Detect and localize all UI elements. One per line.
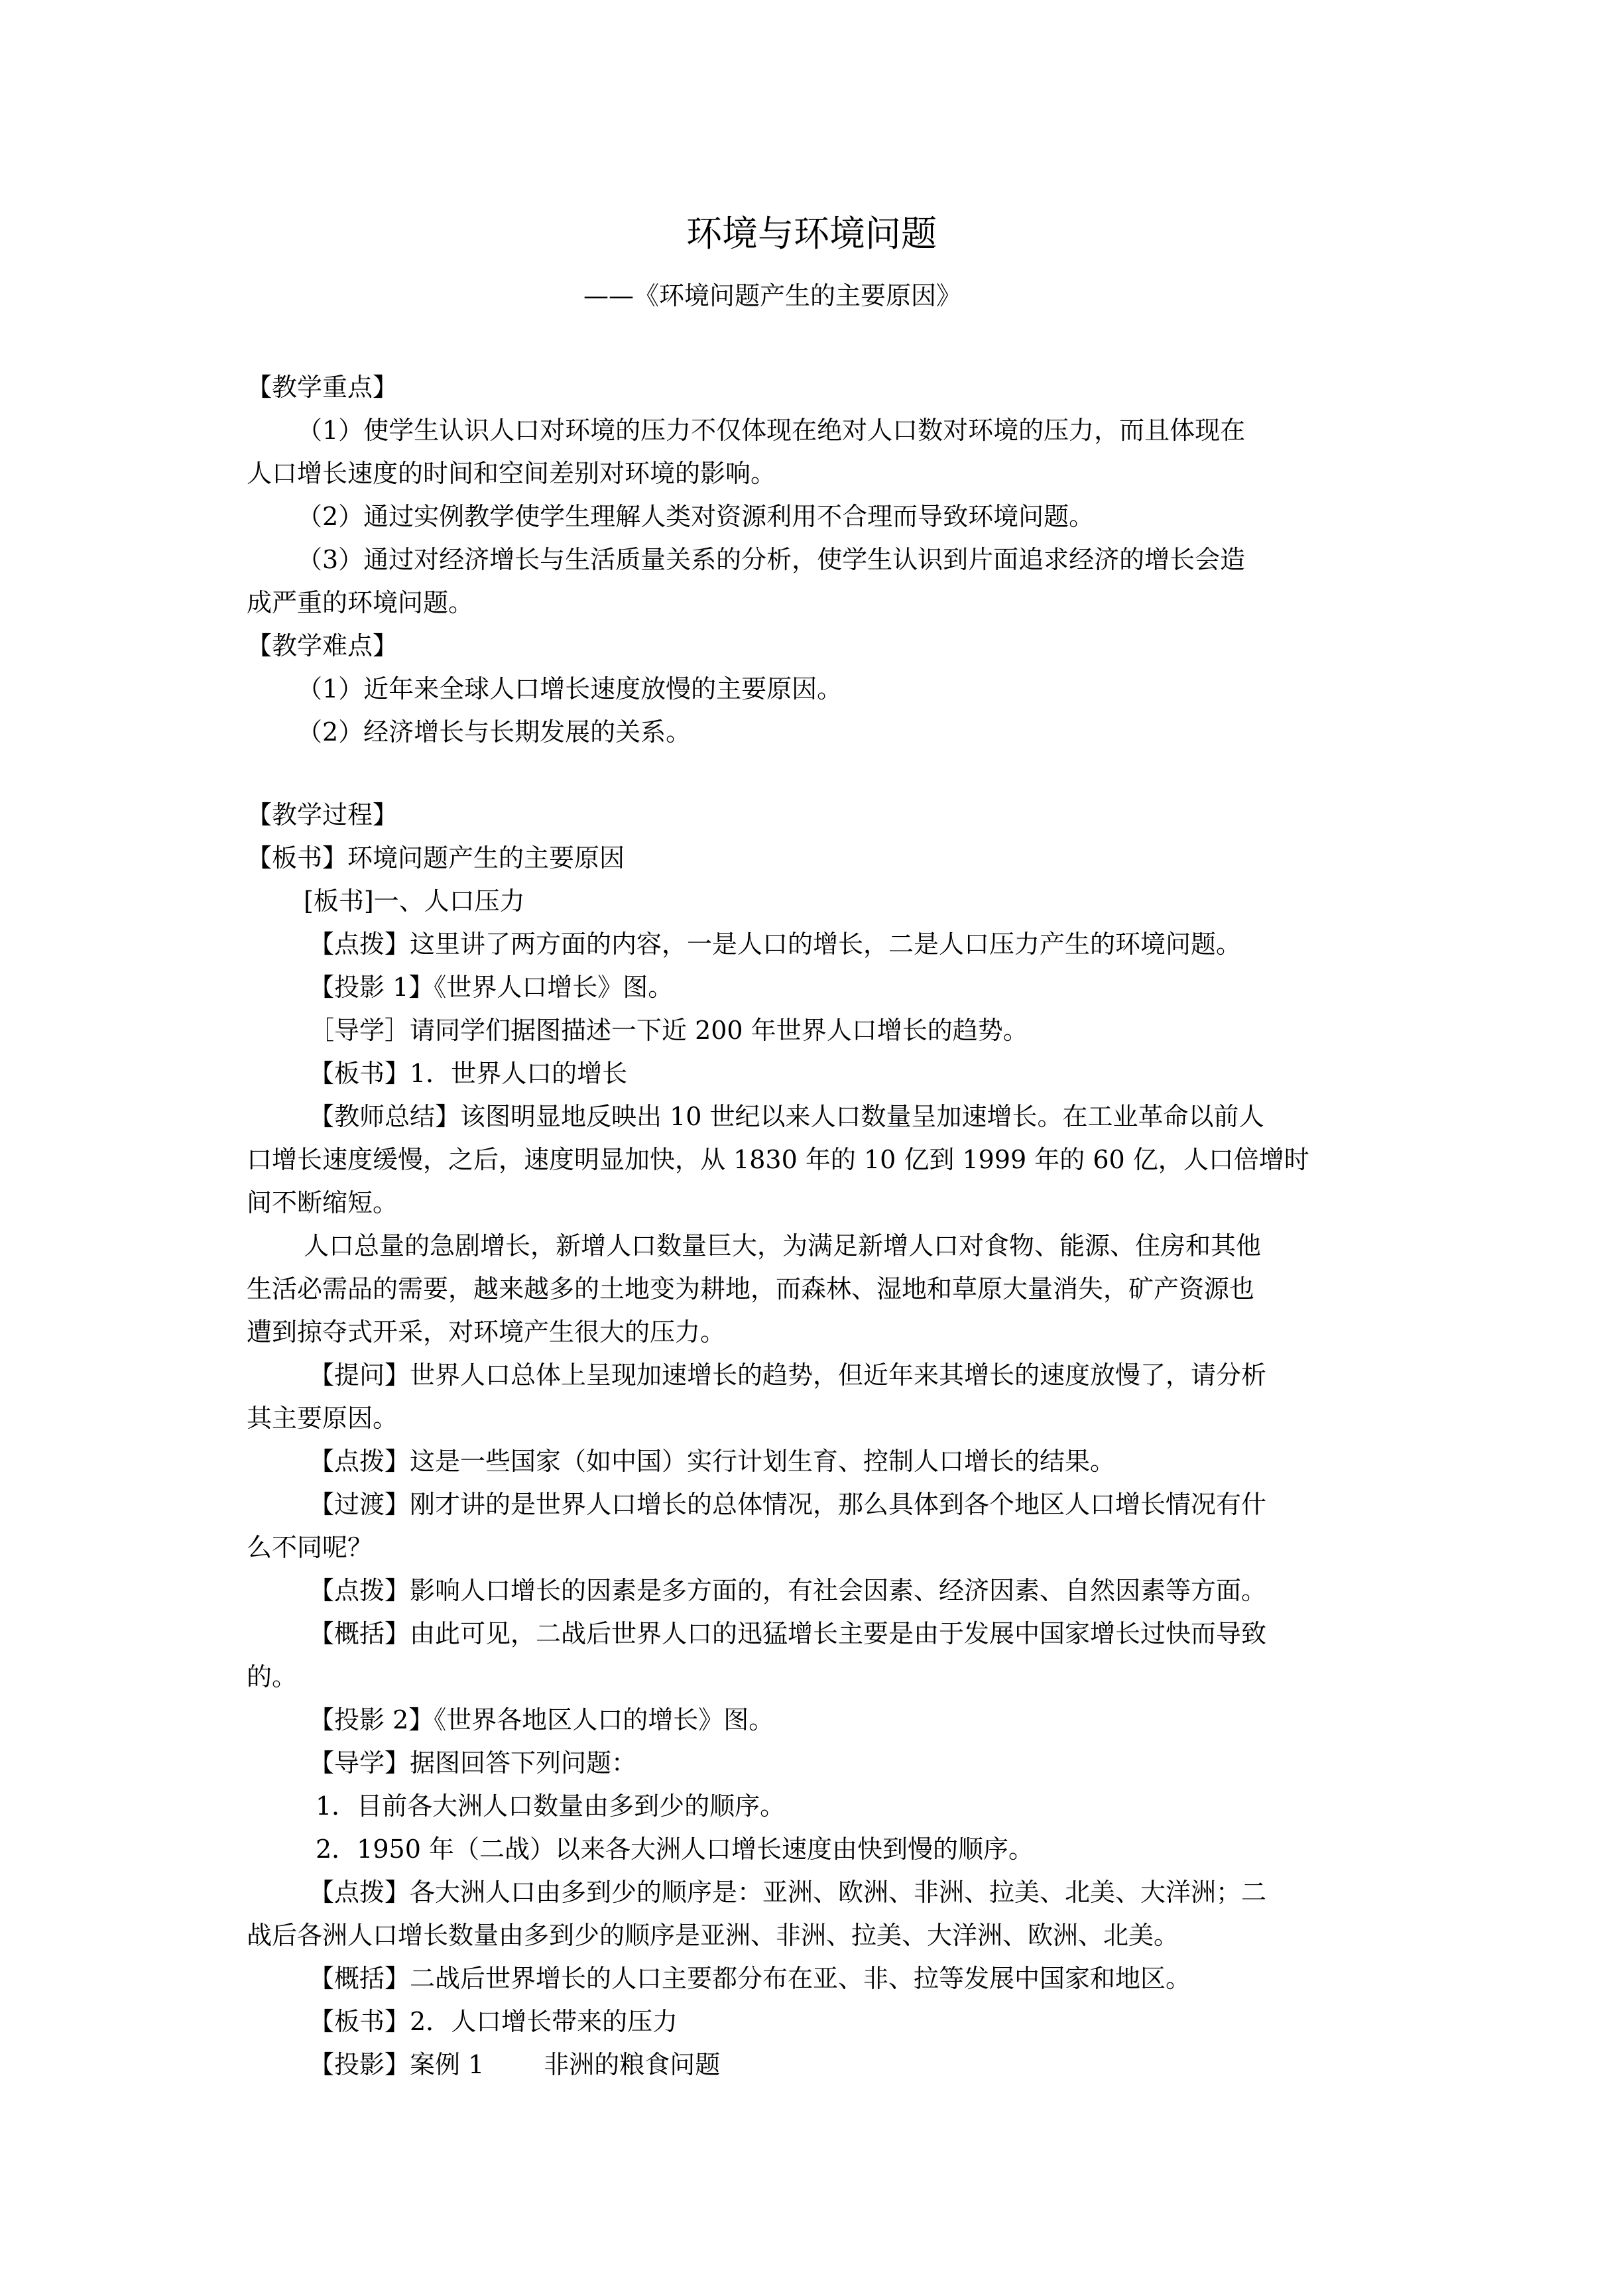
paragraph-line: （1）使学生认识人口对环境的压力不仅体现在绝对人口数对环境的压力，而且体现在 <box>297 416 1246 445</box>
paragraph-line: 其主要原因。 <box>247 1404 398 1433</box>
paragraph-line: 【过渡】刚才讲的是世界人口增长的总体情况，那么具体到各个地区人口增长情况有什 <box>309 1490 1267 1519</box>
paragraph-line: 的。 <box>247 1662 298 1691</box>
paragraph-line: 【教师总结】该图明显地反映出 10 世纪以来人口数量呈加速增长。在工业革命以前人 <box>309 1102 1264 1131</box>
paragraph-line: （2）经济增长与长期发展的关系。 <box>297 717 691 747</box>
paragraph-line: [板书]一、人口压力 <box>304 886 525 916</box>
paragraph-line: 【板书】2．人口增长带来的压力 <box>309 2007 678 2036</box>
paragraph-line: （1）近年来全球人口增长速度放慢的主要原因。 <box>297 674 843 703</box>
section-heading: 【教学过程】 <box>247 800 398 829</box>
section-heading: 【教学难点】 <box>247 631 398 660</box>
paragraph-line: ［导学］请同学们据图描述一下近 200 年世界人口增长的趋势。 <box>309 1016 1028 1045</box>
paragraph-line: 【板书】1．世界人口的增长 <box>309 1059 628 1088</box>
paragraph-line: 遭到掠夺式开采，对环境产生很大的压力。 <box>247 1317 726 1347</box>
paragraph-line: 1．目前各大洲人口数量由多到少的顺序。 <box>316 1791 786 1821</box>
paragraph-line: 【投影 1】《世界人口增长》图。 <box>309 973 674 1002</box>
paragraph-line: 成严重的环境问题。 <box>247 588 474 617</box>
case-line <box>309 2047 720 2082</box>
paragraph-line: 人口总量的急剧增长，新增人口数量巨大，为满足新增人口对食物、能源、住房和其他 <box>304 1231 1262 1260</box>
paragraph-line: 2．1950 年（二战）以来各大洲人口增长速度由快到慢的顺序。 <box>316 1835 1034 1864</box>
paragraph-line: 生活必需品的需要，越来越多的土地变为耕地，而森林、湿地和草原大量消失，矿产资源也 <box>247 1274 1255 1303</box>
paragraph-line: 间不断缩短。 <box>247 1188 398 1217</box>
paragraph-line: 【概括】由此可见，二战后世界人口的迅猛增长主要是由于发展中国家增长过快而导致 <box>309 1619 1267 1648</box>
document-subtitle: ——《环境问题产生的主要原因》 <box>583 281 962 310</box>
paragraph-line: 人口增长速度的时间和空间差别对环境的影响。 <box>247 459 776 488</box>
paragraph-line: 【点拨】影响人口增长的因素是多方面的，有社会因素、经济因素、自然因素等方面。 <box>309 1576 1267 1605</box>
paragraph-line: 【提问】世界人口总体上呈现加速增长的趋势，但近年来其增长的速度放慢了，请分析 <box>309 1360 1267 1390</box>
paragraph-line: 【点拨】这是一些国家（如中国）实行计划生育、控制人口增长的结果。 <box>309 1447 1116 1476</box>
paragraph-line: 【概括】二战后世界增长的人口主要都分布在亚、非、拉等发展中国家和地区。 <box>309 1964 1191 1993</box>
paragraph-line: （3）通过对经济增长与生活质量关系的分析，使学生认识到片面追求经济的增长会造 <box>297 545 1246 574</box>
paragraph-line: 战后各洲人口增长数量由多到少的顺序是亚洲、非洲、拉美、大洋洲、欧洲、北美。 <box>247 1921 1179 1950</box>
document-title: 环境与环境问题 <box>686 213 937 255</box>
case-label: 【投影】案例 1 <box>309 2050 485 2079</box>
paragraph-line: 口增长速度缓慢，之后，速度明显加快，从 1830 年的 10 亿到 1999 年的 60 亿，人口倍增时 <box>247 1145 1309 1174</box>
paragraph-line: 【点拨】各大洲人口由多到少的顺序是：亚洲、欧洲、非洲、拉美、北美、大洋洲；二 <box>309 1878 1267 1907</box>
case-title: 非洲的粮食问题 <box>544 2050 721 2079</box>
paragraph-line: 【板书】环境问题产生的主要原因 <box>247 843 625 873</box>
paragraph-line: 【点拨】这里讲了两方面的内容，一是人口的增长，二是人口压力产生的环境问题。 <box>309 930 1242 959</box>
paragraph-line: 【投影 2】《世界各地区人口的增长》图。 <box>309 1705 774 1734</box>
paragraph-line: 【导学】据图回答下列问题： <box>309 1748 637 1778</box>
paragraph-line: （2）通过实例教学使学生理解人类对资源利用不合理而导致环境问题。 <box>297 502 1095 531</box>
section-heading: 【教学重点】 <box>247 373 398 402</box>
paragraph-line: 么不同呢？ <box>247 1533 373 1562</box>
